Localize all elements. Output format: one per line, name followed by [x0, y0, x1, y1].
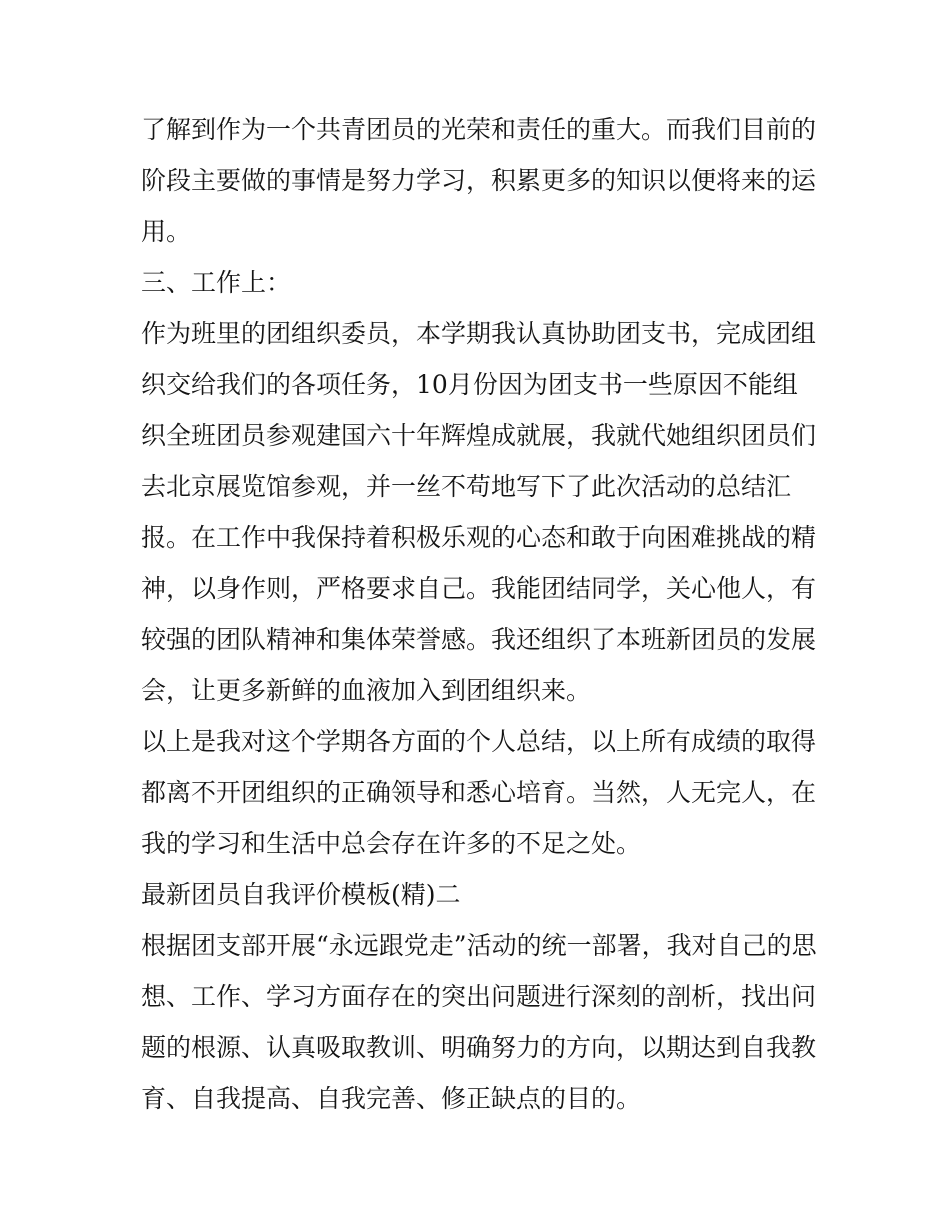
text-line: 以上是我对这个学期各方面的个人总结，以上所有成绩的取得	[141, 727, 817, 756]
text-line: 育、自我提高、自我完善、修正缺点的目的。	[141, 1084, 642, 1113]
text-line: 都离不开团组织的正确领导和悉心培育。当然，人无完人，在	[141, 778, 817, 807]
text-line: 题的根源、认真吸取教训、明确努力的方向，以期达到自我教	[141, 1033, 817, 1062]
text-line: 较强的团队精神和集体荣誉感。我还组织了本班新团员的发展	[141, 625, 817, 654]
text-line: 织交给我们的各项任务，10月份因为团支书一些原因不能组	[141, 370, 798, 399]
text-line: 会，让更多新鲜的血液加入到团组织来。	[141, 676, 592, 705]
text-line: 神，以身作则，严格要求自己。我能团结同学，关心他人，有	[141, 574, 817, 603]
text-line: 了解到作为一个共青团员的光荣和责任的重大。而我们目前的	[141, 115, 817, 144]
text-line: 作为班里的团组织委员，本学期我认真协助团支书，完成团组	[141, 319, 817, 348]
text-line: 织全班团员参观建国六十年辉煌成就展，我就代她组织团员们	[141, 421, 817, 450]
section-title: 最新团员自我评价模板(精)二	[141, 880, 461, 909]
document-body	[141, 104, 821, 1124]
text-line: 去北京展览馆参观，并一丝不苟地写下了此次活动的总结汇	[141, 472, 792, 501]
section-heading: 三、工作上：	[141, 268, 292, 297]
text-line: 根据团支部开展“永远跟党走”活动的统一部署，我对自己的思	[141, 931, 817, 960]
text-line: 我的学习和生活中总会存在许多的不足之处。	[141, 829, 642, 858]
text-line: 报。在工作中我保持着积极乐观的心态和敢于向困难挑战的精	[141, 523, 817, 552]
text-line: 想、工作、学习方面存在的突出问题进行深刻的剖析，找出问	[141, 982, 817, 1011]
text-line: 用。	[141, 217, 192, 246]
text-line: 阶段主要做的事情是努力学习，积累更多的知识以便将来的运	[141, 166, 817, 195]
